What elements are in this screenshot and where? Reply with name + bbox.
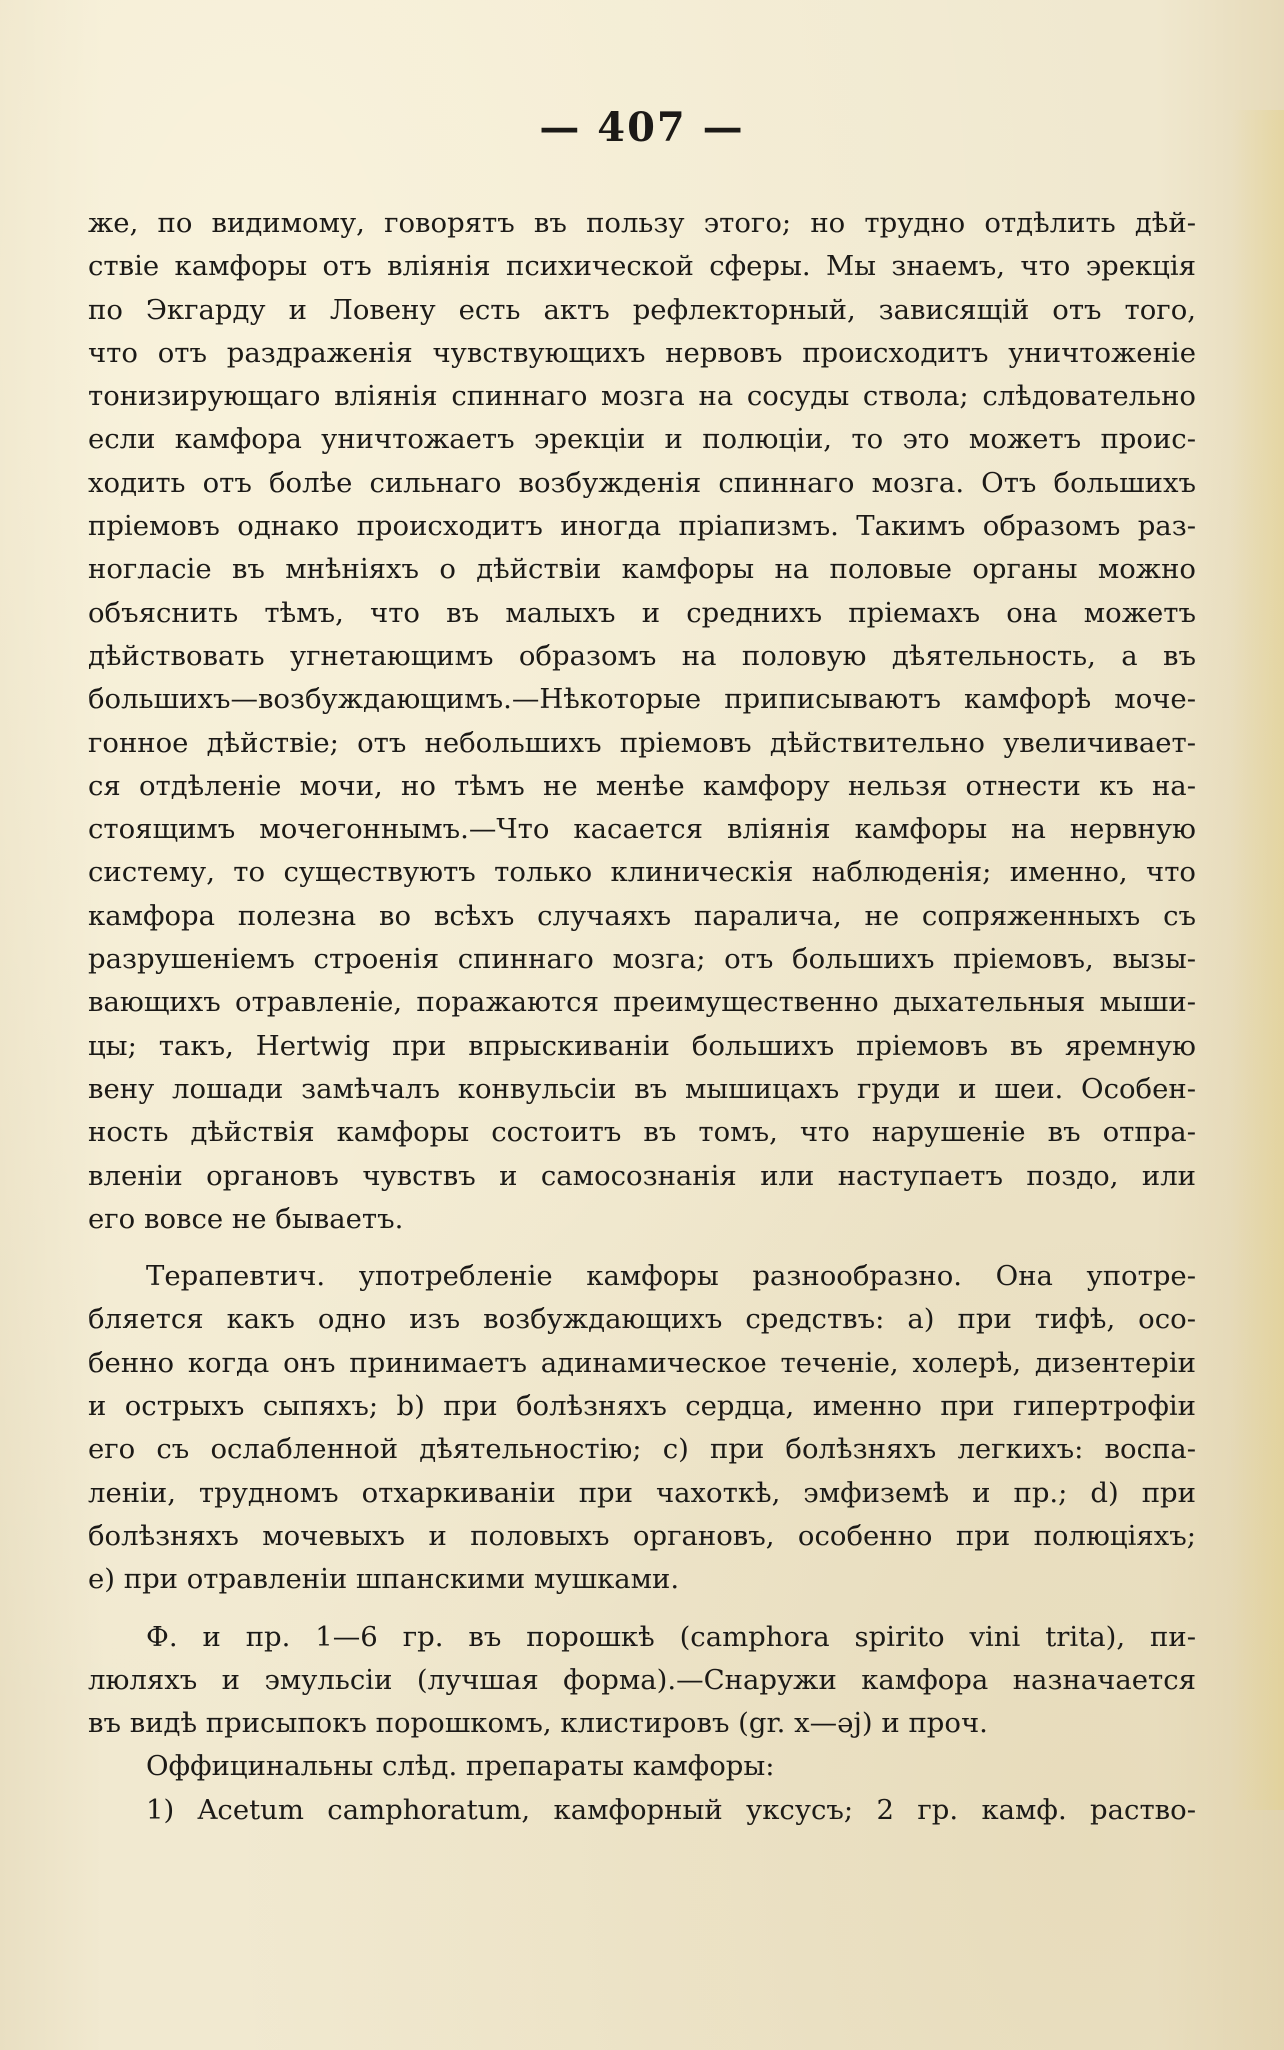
- text-line: тонизирующаго вліянія спиннаго мозга на сосуды ствола; слѣдовательно: [88, 380, 1196, 413]
- text-line: леніи, трудномъ отхаркиваніи при чахоткѣ, эмфиземѣ и пр.; d) при: [88, 1476, 1196, 1509]
- paragraph: [88, 1789, 1196, 1832]
- text-line: и острыхъ сыпяхъ; b) при болѣзняхъ сердца, именно при гипертрофіи: [88, 1390, 1196, 1423]
- text-line: вающихъ отравленіе, поражаются преимущественно дыхательныя мыши-: [88, 986, 1196, 1019]
- text-line: вену лошади замѣчалъ конвульсіи въ мышицахъ груди и шеи. Особен-: [88, 1072, 1196, 1105]
- text-line: объяснить тѣмъ, что въ малыхъ и среднихъ пріемахъ она можетъ: [88, 596, 1196, 629]
- paragraph: [88, 202, 1196, 1241]
- text-line: ходить отъ болѣе сильнаго возбужденія спиннаго мозга. Отъ большихъ: [88, 466, 1196, 499]
- text-line: бенно когда онъ принимаетъ адинамическое теченіе, холерѣ, дизентеріи: [88, 1346, 1196, 1379]
- text-line: болѣзняхъ мочевыхъ и половыхъ органовъ, особенно при полюціяхъ;: [88, 1519, 1196, 1552]
- text-line: вленіи органовъ чувствъ и самосознанія или наступаетъ поздо, или: [88, 1159, 1196, 1192]
- page-number: — 407 —: [539, 104, 745, 151]
- paragraph: [88, 1616, 1196, 1746]
- text-line: люляхъ и эмульсіи (лучшая форма).—Снаружи камфора назначается: [88, 1663, 1196, 1696]
- text-line: что отъ раздраженія чувствующихъ нервовъ происходитъ уничтоженіе: [88, 336, 1196, 369]
- text-line: систему, то существуютъ только клиническія наблюденія; именно, что: [88, 856, 1196, 889]
- text-line: цы; такъ, Hertwig при впрыскиваніи большихъ пріемовъ въ яремную: [88, 1029, 1196, 1062]
- text-line: ногласіе въ мнѣніяхъ о дѣйствіи камфоры на половые органы можно: [88, 553, 1196, 586]
- text-line: Ф. и пр. 1—6 гр. въ порошкѣ (camphora spirito vini trita), пи-: [146, 1620, 1196, 1653]
- text-line: 1) Acetum camphoratum, камфорный уксусъ; 2 гр. камф. раство-: [146, 1793, 1196, 1826]
- text-line: пріемовъ однако происходитъ иногда пріапизмъ. Такимъ образомъ раз-: [88, 510, 1196, 543]
- text-line: большихъ—возбуждающимъ.—Нѣкоторые приписываютъ камфорѣ моче-: [88, 683, 1196, 716]
- text-line: разрушеніемъ строенія спиннаго мозга; отъ большихъ пріемовъ, вызы-: [88, 943, 1196, 976]
- body-text: [88, 202, 1196, 1832]
- text-line: бляется какъ одно изъ возбуждающихъ средствъ: a) при тифѣ, осо-: [88, 1303, 1196, 1336]
- text-line: же, по видимому, говорятъ въ пользу этого; но трудно отдѣлить дѣй-: [88, 207, 1196, 239]
- paragraph: [88, 1745, 1196, 1788]
- text-line: ность дѣйствія камфоры состоитъ въ томъ, что нарушеніе въ отпра-: [88, 1116, 1196, 1149]
- text-line: дѣйствовать угнетающимъ образомъ на половую дѣятельность, а въ: [88, 639, 1196, 672]
- text-line: стоящимъ мочегоннымъ.—Что касается вліянія камфоры на нервную: [88, 813, 1196, 846]
- text-line: Терапевтич. употребленіе камфоры разнообразно. Она употре-: [146, 1260, 1196, 1293]
- text-line: гонное дѣйствіе; отъ небольшихъ пріемовъ дѣйствительно увеличивает-: [88, 726, 1196, 759]
- text-line: если камфора уничтожаетъ эрекціи и полюціи, то это можетъ проис-: [88, 423, 1196, 456]
- text-line: камфора полезна во всѣхъ случаяхъ паралича, не сопряженныхъ съ: [88, 899, 1196, 932]
- text-line: его вовсе не бываетъ.: [88, 1202, 404, 1235]
- text-line: Оффицинальны слѣд. препараты камфоры:: [146, 1750, 775, 1783]
- text-line: ся отдѣленіе мочи, но тѣмъ не менѣе камфору нельзя отнести къ на-: [88, 769, 1196, 802]
- page-edge-stain: [1230, 110, 1284, 1810]
- text-line: въ видѣ присыпокъ порошкомъ, клистировъ (gr. x—əj) и проч.: [88, 1707, 988, 1740]
- text-line: по Экгарду и Ловену есть актъ рефлекторный, зависящій отъ того,: [88, 293, 1196, 326]
- paragraph: [88, 1255, 1196, 1601]
- text-line: e) при отравленіи шпанскими мушками.: [88, 1563, 680, 1596]
- text-line: ствіе камфоры отъ вліянія психической сферы. Мы знаемъ, что эрекція: [88, 250, 1196, 283]
- text-line: его съ ослабленной дѣятельностію; c) при болѣзняхъ легкихъ: воспа-: [88, 1433, 1196, 1466]
